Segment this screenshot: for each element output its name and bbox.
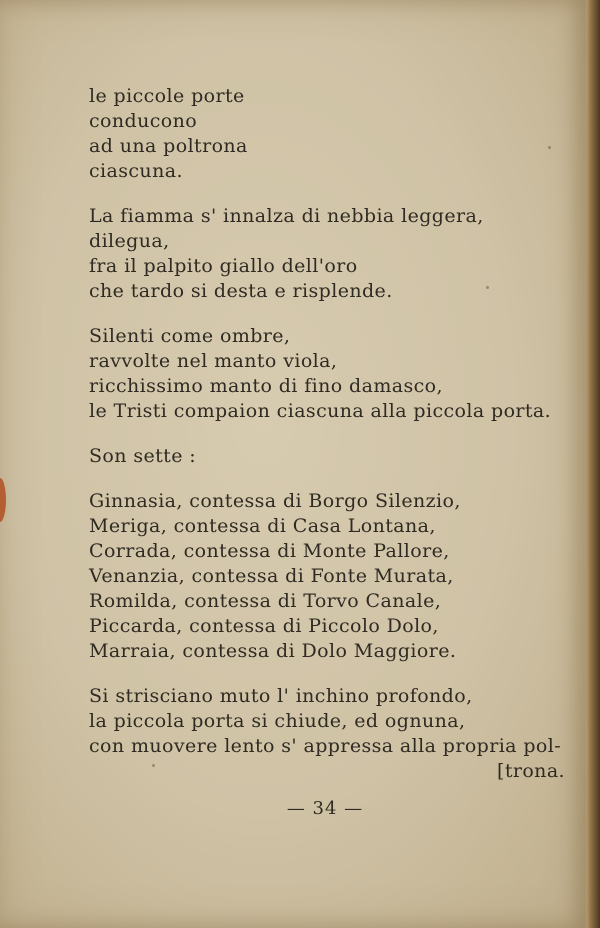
binding-stain (0, 478, 6, 522)
poem-line: Meriga, contessa di Casa Lontana, (89, 515, 436, 537)
poem-line: Romilda, contessa di Torvo Canale, (89, 590, 442, 612)
poem-line: dilegua, (89, 230, 170, 252)
poem-line: fra il palpito giallo dell'oro (89, 255, 358, 277)
stanza (89, 684, 565, 784)
poem-line: conducono (89, 110, 198, 132)
poem-line: ravvolte nel manto viola, (89, 350, 338, 372)
poem-line: La fiamma s' innalza di nebbia leggera, (89, 205, 484, 227)
page-number: — 34 — (286, 798, 364, 819)
page-edge (586, 0, 600, 928)
poem-line-continuation: [trona. (497, 760, 565, 782)
stanza (89, 84, 565, 184)
poem-line: Venanzia, contessa di Fonte Murata, (89, 565, 454, 587)
poem-line: Silenti come ombre, (89, 325, 291, 347)
poem-line: la piccola porta si chiude, ed ognuna, (89, 710, 466, 732)
poem-line: ricchissimo manto di fino damasco, (89, 375, 443, 397)
poem-line: Si strisciano muto l' inchino profondo, (89, 685, 473, 707)
poem-line: ad una poltrona (89, 135, 248, 157)
poem-line: Ginnasia, contessa di Borgo Silenzio, (89, 490, 461, 512)
poem-line: ciascuna. (89, 160, 183, 182)
poem-line: Son sette : (89, 445, 197, 467)
poem-line: le piccole porte (89, 85, 245, 107)
poem-line: che tardo si desta e risplende. (89, 280, 393, 302)
stanza (89, 204, 565, 304)
stanza (89, 324, 565, 424)
poem-line: Marraia, contessa di Dolo Maggiore. (89, 640, 457, 662)
stanza (89, 489, 565, 664)
poem-line: le Tristi compaion ciascuna alla piccola porta. (89, 400, 552, 422)
poem-text (89, 84, 565, 804)
poem-line: Corrada, contessa di Monte Pallore, (89, 540, 450, 562)
poem-line: Piccarda, contessa di Piccolo Dolo, (89, 615, 439, 637)
stanza (89, 444, 565, 469)
poem-line: con muovere lento s' appressa alla propria pol- (89, 735, 562, 757)
